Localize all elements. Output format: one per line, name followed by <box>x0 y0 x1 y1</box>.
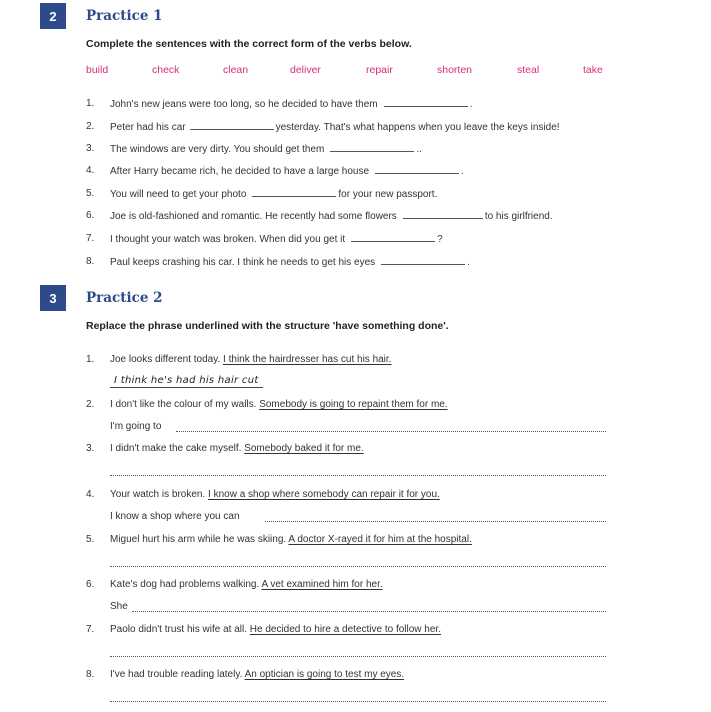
sentence-plain: Miguel hurt his arm while he was skiing. <box>110 534 287 545</box>
item-number: 7. <box>86 624 95 635</box>
underlined-phrase: A vet examined him for her. <box>261 579 383 590</box>
item-number: 4. <box>86 489 95 500</box>
answer-line[interactable] <box>265 520 606 522</box>
item-number: 8. <box>86 669 95 680</box>
answer-blank[interactable] <box>330 142 414 152</box>
section-title: Practice 2 <box>86 290 163 306</box>
sentence-start: I thought your watch was broken. When did you get it <box>110 234 346 245</box>
item-number: 6. <box>86 579 95 590</box>
item-number: 6. <box>86 210 95 221</box>
answer-line[interactable] <box>132 610 606 612</box>
sentence-end: . <box>467 257 470 268</box>
handwritten-answer[interactable]: I think he's had his hair cut <box>110 375 263 388</box>
sentence-end: . <box>461 166 464 177</box>
answer-line[interactable] <box>110 474 606 476</box>
sentence-end: for your new passport. <box>338 189 438 200</box>
sentence-start: The windows are very dirty. You should get them <box>110 144 325 155</box>
verb-item: clean <box>223 64 249 76</box>
underlined-phrase: Somebody is going to repaint them for me. <box>259 399 448 410</box>
instruction-text: Complete the sentences with the correct form of the verbs below. <box>86 38 412 50</box>
sentence-plain: I've had trouble reading lately. <box>110 669 243 680</box>
answer-prefix: I'm going to <box>110 421 162 432</box>
sentence-start: Peter had his car <box>110 122 186 133</box>
answer-prefix: She <box>110 601 128 612</box>
sentence-plain: Joe looks different today. <box>110 354 221 365</box>
answer-blank[interactable] <box>403 209 483 219</box>
item-number: 5. <box>86 188 95 199</box>
sentence-plain: Paolo didn't trust his wife at all. <box>110 624 247 635</box>
verb-item: take <box>583 64 603 76</box>
item-number: 3. <box>86 443 95 454</box>
verb-list <box>86 64 612 78</box>
verb-item: check <box>152 64 180 76</box>
verb-item: deliver <box>290 64 321 76</box>
answer-blank[interactable] <box>381 255 465 265</box>
item-number: 3. <box>86 143 95 154</box>
item-number: 8. <box>86 256 95 267</box>
sentence-plain: Kate's dog had problems walking. <box>110 579 260 590</box>
sentence-end: . <box>469 99 473 110</box>
sentence-plain: I don't like the colour of my walls. <box>110 399 257 410</box>
underlined-phrase: I think the hairdresser has cut his hair. <box>223 354 392 365</box>
verb-item: repair <box>366 64 393 76</box>
item-number: 2. <box>86 399 95 410</box>
sentence-end: .. <box>416 144 422 155</box>
item-number: 2. <box>86 121 95 132</box>
underlined-phrase: He decided to hire a detective to follow her. <box>249 624 441 635</box>
section-number-badge: 2 <box>40 3 66 29</box>
sentence-start: John's new jeans were too long, so he decided to have them <box>110 99 378 110</box>
item-number: 5. <box>86 534 95 545</box>
answer-prefix: I know a shop where you can <box>110 511 240 522</box>
underlined-phrase: A doctor X-rayed it for him at the hospital. <box>288 534 472 545</box>
sentence-start: After Harry became rich, he decided to have a large house <box>110 166 370 177</box>
sentence-end: yesterday. That's what happens when you leave the keys inside! <box>275 122 560 133</box>
sentence-end: to his girlfriend. <box>484 211 553 222</box>
underlined-phrase: An optician is going to test my eyes. <box>244 669 405 680</box>
item-number: 4. <box>86 165 95 176</box>
item-number: 1. <box>86 354 95 365</box>
answer-blank[interactable] <box>190 120 274 130</box>
sentence-start: You will need to get your photo <box>110 189 247 200</box>
verb-item: steal <box>517 64 540 76</box>
sentence-plain: Your watch is broken. <box>110 489 206 500</box>
verb-item: build <box>86 64 109 76</box>
sentence-plain: I didn't make the cake myself. <box>110 443 242 454</box>
item-number: 7. <box>86 233 95 244</box>
underlined-phrase: Somebody baked it for me. <box>244 443 364 454</box>
answer-line[interactable] <box>110 565 606 567</box>
section-number-badge: 3 <box>40 285 66 311</box>
verb-item: shorten <box>437 64 473 76</box>
answer-line[interactable] <box>176 430 606 432</box>
sentence-start: Paul keeps crashing his car. I think he needs to get his eyes <box>110 257 376 268</box>
sentence-start: Joe is old-fashioned and romantic. He recently had some flowers <box>110 211 397 222</box>
answer-blank[interactable] <box>384 97 468 107</box>
underlined-phrase: I know a shop where somebody can repair it for you. <box>208 489 440 500</box>
sentence-end: ? <box>437 234 443 245</box>
answer-blank[interactable] <box>375 164 459 174</box>
answer-blank[interactable] <box>252 187 336 197</box>
instruction-text: Replace the phrase underlined with the structure 'have something done'. <box>86 320 449 332</box>
item-number: 1. <box>86 98 95 109</box>
section-title: Practice 1 <box>86 8 163 24</box>
answer-blank[interactable] <box>351 232 435 242</box>
answer-line[interactable] <box>110 700 606 702</box>
answer-line[interactable] <box>110 655 606 657</box>
